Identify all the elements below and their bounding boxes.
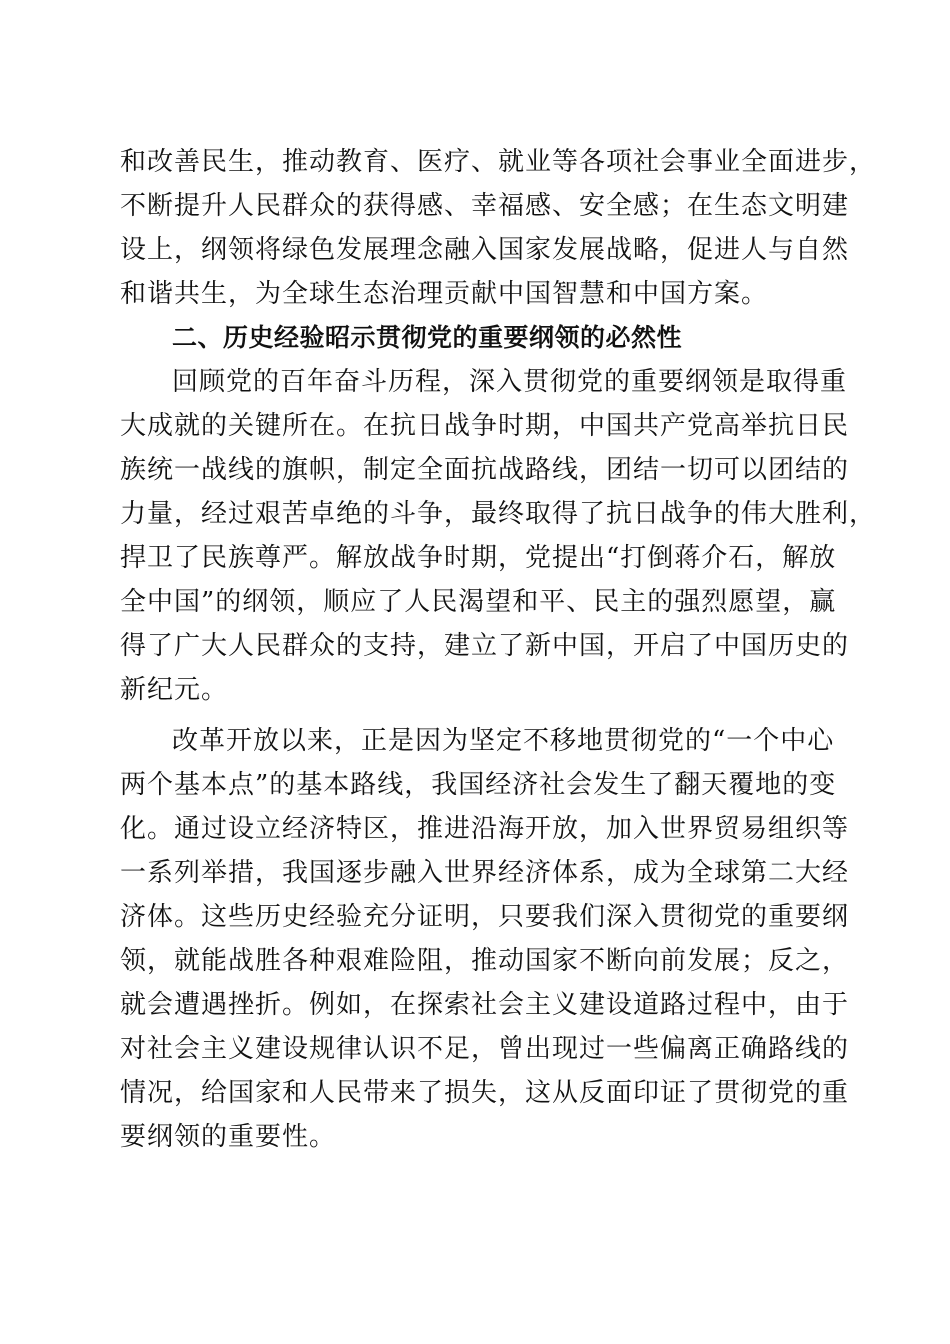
text-line: 一系列举措，我国逐步融入世界经济体系，成为全球第二大经 — [120, 858, 850, 888]
text-line: 情况，给国家和人民带来了损失，这从反面印证了贯彻党的重 — [120, 1078, 850, 1108]
continued-paragraph — [120, 140, 877, 316]
text-line: 两个基本点”的基本路线，我国经济社会发生了翻天覆地的变 — [120, 770, 837, 800]
text-line: 族统一战线的旗帜，制定全面抗战路线，团结一切可以团结的 — [120, 455, 850, 485]
text-line: 领，就能战胜各种艰难险阻，推动国家不断向前发展；反之， — [120, 946, 850, 976]
text-line: 全中国”的纲领，顺应了人民渴望和平、民主的强烈愿望，赢 — [120, 587, 837, 617]
text-line: 得了广大人民群众的支持，建立了新中国，开启了中国历史的 — [120, 631, 850, 661]
text-line: 和改善民生，推动教育、医疗、就业等各项社会事业全面进步， — [120, 147, 877, 177]
text-line: 回顾党的百年奋斗历程，深入贯彻党的重要纲领是取得重 — [172, 367, 848, 397]
text-line: 新纪元。 — [120, 675, 229, 705]
text-line: 设上，纲领将绿色发展理念融入国家发展战略，促进人与自然 — [120, 235, 850, 265]
text-line: 和谐共生，为全球生态治理贡献中国智慧和中国方案。 — [120, 279, 769, 309]
section-heading: 二、历史经验昭示贯彻党的重要纲领的必然性 — [172, 323, 683, 352]
text-line: 济体。这些历史经验充分证明，只要我们深入贯彻党的重要纲 — [120, 902, 850, 932]
paragraph-history — [120, 360, 877, 712]
text-line: 就会遭遇挫折。例如，在探索社会主义建设道路过程中，由于 — [120, 990, 850, 1020]
text-line: 要纲领的重要性。 — [120, 1122, 337, 1152]
paragraph-reform — [120, 719, 850, 1159]
text-line: 改革开放以来，正是因为坚定不移地贯彻党的“一个中心 — [172, 726, 835, 756]
text-line: 大成就的关键所在。在抗日战争时期，中国共产党高举抗日民 — [120, 411, 850, 441]
text-line: 对社会主义建设规律认识不足，曾出现过一些偏离正确路线的 — [120, 1034, 850, 1064]
text-line: 力量，经过艰苦卓绝的斗争，最终取得了抗日战争的伟大胜利， — [120, 499, 877, 529]
text-line: 化。通过设立经济特区，推进沿海开放，加入世界贸易组织等 — [120, 814, 850, 844]
document-body — [120, 140, 877, 1159]
text-line: 捍卫了民族尊严。解放战争时期，党提出“打倒蒋介石，解放 — [120, 543, 837, 573]
text-line: 不断提升人民群众的获得感、幸福感、安全感；在生态文明建 — [120, 191, 850, 221]
